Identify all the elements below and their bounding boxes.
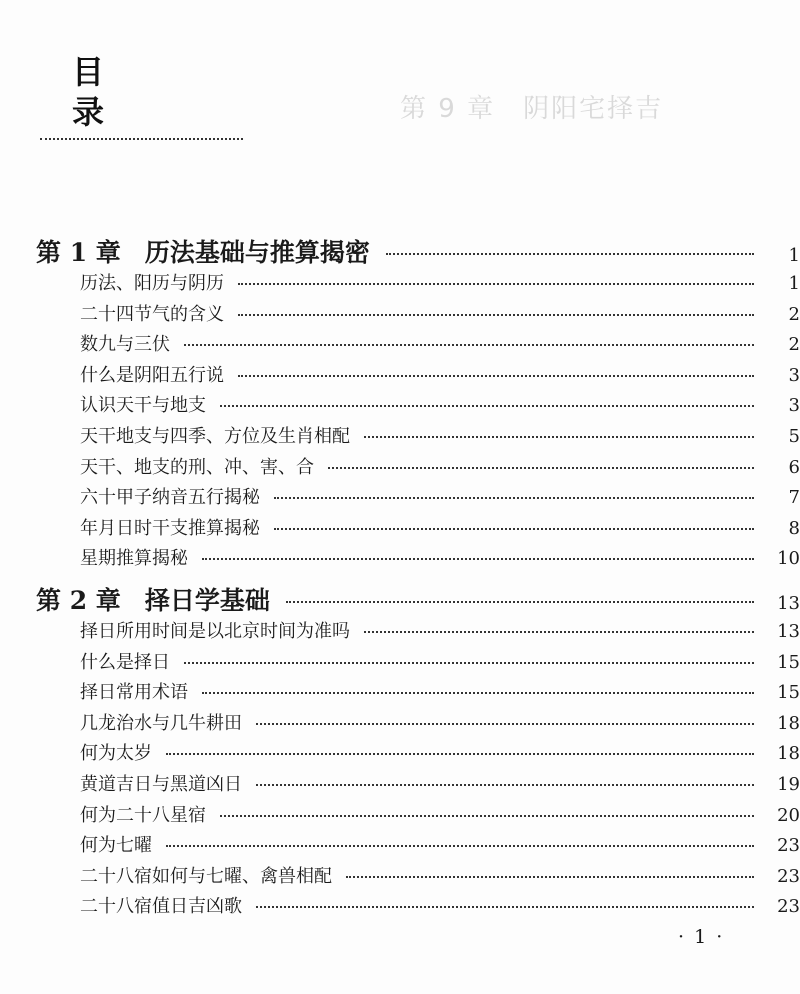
- entry-page: 23: [777, 835, 800, 857]
- dot-leader: [286, 601, 754, 603]
- dot-leader: [256, 723, 754, 725]
- entry-page: 2: [788, 334, 800, 356]
- entry-title: 何为二十八星宿: [80, 804, 206, 826]
- entry-title: 什么是阴阳五行说: [80, 364, 224, 386]
- chapter-number: 第 2 章: [36, 586, 121, 615]
- entry-page: 5: [788, 426, 800, 447]
- toc-entry[interactable]: [0, 300, 800, 326]
- entry-page: 1: [788, 273, 800, 294]
- dot-leader: [364, 436, 754, 438]
- entry-page: 19: [777, 774, 800, 795]
- page-number: · 1 ·: [678, 926, 725, 948]
- dot-leader: [220, 405, 754, 407]
- entry-title: 二十八宿如何与七曜、禽兽相配: [80, 865, 332, 887]
- toc-entry[interactable]: [0, 831, 800, 857]
- entry-page: 15: [777, 682, 800, 704]
- dot-leader: [346, 876, 754, 878]
- entry-title: 择日常用术语: [80, 682, 188, 704]
- chapter-row[interactable]: [0, 233, 800, 269]
- dot-leader: [386, 253, 754, 255]
- entry-title: 二十八宿值日吉凶歌: [80, 896, 242, 918]
- dot-leader: [166, 753, 754, 755]
- entry-title: 几龙治水与几牛耕田: [80, 712, 242, 734]
- entry-page: 23: [777, 865, 800, 887]
- bleed-through-text: 第 9 章 阴阳宅择吉: [400, 94, 664, 124]
- toc-entry[interactable]: [0, 709, 800, 735]
- entry-page: 18: [777, 743, 800, 765]
- entry-page: 2: [788, 303, 800, 325]
- entry-title: 星期推算揭秘: [80, 548, 188, 570]
- dot-leader: [256, 784, 754, 786]
- entry-page: 7: [788, 487, 800, 509]
- dot-leader: [184, 662, 754, 664]
- toc-entry[interactable]: [0, 892, 800, 918]
- entry-title: 何为七曜: [80, 835, 152, 857]
- entry-page: 15: [777, 651, 800, 673]
- dot-leader: [328, 467, 754, 469]
- toc-entry[interactable]: [0, 361, 800, 387]
- dot-leader: [238, 375, 754, 377]
- toc-entry[interactable]: [0, 330, 800, 356]
- dot-leader: [238, 283, 754, 285]
- chapter-page: 1: [788, 245, 800, 266]
- entry-title: 择日所用时间是以北京时间为准吗: [80, 621, 350, 642]
- entry-page: 23: [777, 896, 800, 918]
- toc-entry[interactable]: [0, 514, 800, 540]
- entry-title: 历法、阳历与阴历: [80, 273, 224, 294]
- chapter-title: 择日学基础: [144, 586, 270, 615]
- entry-page: 3: [788, 364, 800, 386]
- entry-page: 8: [788, 517, 800, 539]
- entry-title: 天干、地支的刑、冲、害、合: [80, 456, 314, 478]
- entry-page: 13: [777, 621, 800, 642]
- dot-leader: [202, 558, 754, 560]
- toc-entry[interactable]: [0, 422, 800, 448]
- chapter-title: 历法基础与推算揭密: [144, 238, 370, 267]
- dot-leader: [220, 815, 754, 817]
- entry-title: 何为太岁: [80, 743, 152, 765]
- toc-entry[interactable]: [0, 391, 800, 417]
- entry-page: 3: [788, 395, 800, 417]
- dot-leader: [202, 692, 754, 694]
- toc-entry[interactable]: [0, 801, 800, 827]
- toc-entry[interactable]: [0, 770, 800, 796]
- dot-leader: [274, 528, 754, 530]
- chapter-row[interactable]: [0, 581, 800, 617]
- entry-title: 二十四节气的含义: [80, 303, 224, 325]
- entry-title: 什么是择日: [80, 651, 170, 673]
- dot-leader: [166, 845, 754, 847]
- entry-page: 6: [788, 456, 800, 478]
- toc-entry[interactable]: [0, 617, 800, 643]
- dot-leader: [184, 344, 754, 346]
- toc-entry[interactable]: [0, 453, 800, 479]
- toc-entry[interactable]: [0, 544, 800, 570]
- entry-title: 年月日时干支推算揭秘: [80, 517, 260, 539]
- entry-title: 认识天干与地支: [80, 395, 206, 417]
- dot-leader: [274, 497, 754, 499]
- dot-leader: [238, 314, 754, 316]
- entry-page: 18: [777, 712, 800, 734]
- toc-entry[interactable]: [0, 862, 800, 888]
- toc-entry[interactable]: [0, 739, 800, 765]
- entry-page: 10: [777, 548, 800, 570]
- chapter-number: 第 1 章: [36, 238, 121, 267]
- entry-title: 数九与三伏: [80, 334, 170, 356]
- entry-title: 天干地支与四季、方位及生肖相配: [80, 426, 350, 447]
- dot-leader: [256, 906, 754, 908]
- entry-title: 六十甲子纳音五行揭秘: [80, 487, 260, 509]
- toc-entry[interactable]: [0, 678, 800, 704]
- chapter-page: 13: [777, 593, 800, 614]
- page-title: 目 录: [72, 53, 257, 131]
- entry-title: 黄道吉日与黑道凶日: [80, 774, 242, 795]
- dot-leader: [364, 631, 754, 633]
- toc-entry[interactable]: [0, 648, 800, 674]
- entry-page: 20: [777, 804, 800, 826]
- toc-entry[interactable]: [0, 483, 800, 509]
- title-underline: [40, 138, 243, 140]
- toc-entry[interactable]: [0, 269, 800, 295]
- toc-heading-block: [40, 52, 257, 140]
